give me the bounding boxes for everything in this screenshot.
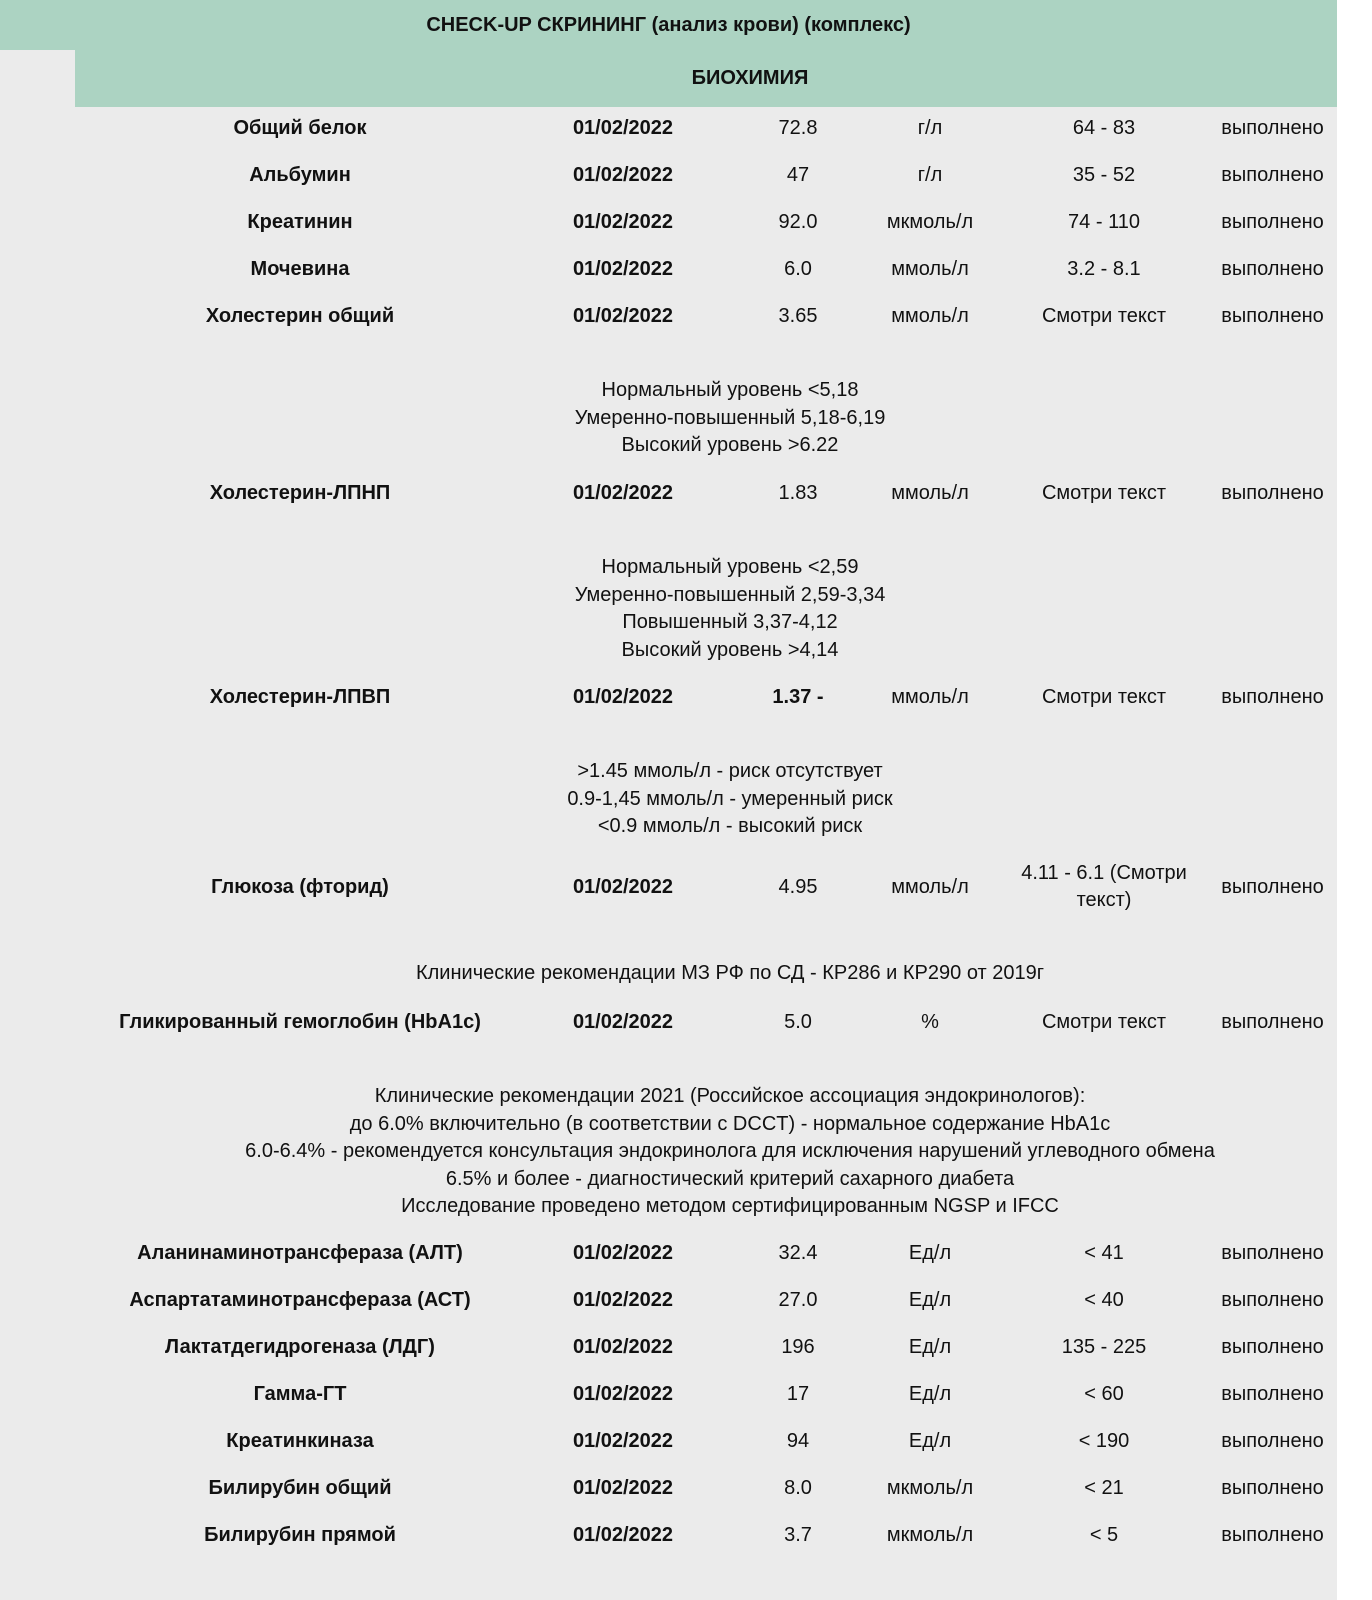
- table-row: [0, 155, 1337, 195]
- test-status: выполнено: [1221, 1335, 1324, 1358]
- test-date: 01/02/2022: [572, 1382, 674, 1405]
- test-unit: г/л: [917, 116, 943, 139]
- test-name: Альбумин: [249, 163, 351, 186]
- test-status: выполнено: [1221, 1523, 1324, 1546]
- test-reference: [1008, 857, 1200, 917]
- test-name: Глюкоза (фторид): [211, 875, 389, 898]
- test-date: 01/02/2022: [572, 1523, 674, 1546]
- test-name: Гамма-ГТ: [253, 1382, 347, 1405]
- test-status: выполнено: [1221, 163, 1324, 186]
- hba1c-note: [75, 1083, 1372, 1221]
- table-row: [0, 202, 1337, 242]
- test-unit: ммоль/л: [891, 257, 969, 280]
- note-line: 6.0-6.4% - рекомендуется консультация эндокринолога для исключения нарушений углеводного обмена: [245, 1140, 1215, 1162]
- test-name: Билирубин общий: [208, 1476, 392, 1499]
- report-title-bar: [0, 0, 1337, 50]
- test-unit: %: [921, 1010, 939, 1033]
- section-header-bar: [75, 50, 1337, 107]
- test-date: 01/02/2022: [572, 163, 674, 186]
- test-date: 01/02/2022: [572, 1335, 674, 1358]
- reference-line: текст): [1076, 889, 1132, 911]
- test-date: 01/02/2022: [572, 1288, 674, 1311]
- test-date: 01/02/2022: [572, 304, 674, 327]
- note-line: Повышенный 3,37-4,12: [622, 611, 838, 633]
- note-line: <0.9 ммоль/л - высокий риск: [597, 815, 863, 837]
- test-reference: Смотри текст: [1041, 481, 1167, 504]
- table-row: [0, 1233, 1337, 1273]
- test-unit: ммоль/л: [891, 685, 969, 708]
- test-name: Лактатдегидрогеназа (ЛДГ): [165, 1335, 435, 1358]
- test-value: 196: [781, 1335, 815, 1358]
- test-value: 3.7: [784, 1523, 812, 1546]
- note-line: >1.45 ммоль/л - риск отсутствует: [577, 760, 883, 782]
- table-row: [0, 296, 1337, 336]
- test-status: выполнено: [1221, 1010, 1324, 1033]
- reference-line: 4.11 - 6.1 (Смотри: [1021, 862, 1187, 884]
- test-name: Креатинин: [247, 210, 353, 233]
- test-name: Мочевина: [250, 257, 350, 280]
- test-reference: < 21: [1084, 1476, 1124, 1499]
- test-reference: 64 - 83: [1072, 116, 1136, 139]
- note-line: Клинические рекомендации 2021 (Российское ассоциация эндокринологов):: [374, 1085, 1086, 1107]
- test-status: выполнено: [1221, 685, 1324, 708]
- test-unit: Ед/л: [908, 1335, 952, 1358]
- test-value: 32.4: [778, 1241, 818, 1264]
- note-line: Умеренно-повышенный 5,18-6,19: [574, 406, 886, 429]
- test-unit: ммоль/л: [891, 875, 969, 898]
- test-unit: мкмоль/л: [886, 1523, 974, 1546]
- table-row: [0, 1002, 1337, 1042]
- note-line: 6.5% и более - диагностический критерий сахарного диабета: [445, 1167, 1015, 1190]
- test-value: 27.0: [778, 1288, 818, 1311]
- test-value: 47: [786, 163, 810, 186]
- test-date: 01/02/2022: [572, 1010, 674, 1033]
- test-status: выполнено: [1221, 304, 1324, 327]
- table-row: [0, 473, 1337, 513]
- table-row: [0, 1421, 1337, 1461]
- table-row: [0, 249, 1337, 289]
- note-line: Исследование проведено методом сертифицированным NGSP и IFCC: [401, 1195, 1059, 1217]
- test-reference: 74 - 110: [1068, 210, 1140, 233]
- test-status: выполнено: [1221, 875, 1324, 898]
- note-line: до 6.0% включительно (в соответствии с DCCT) - нормальное содержание HbA1c: [349, 1112, 1111, 1135]
- test-value: 5.0: [784, 1010, 812, 1033]
- test-value: 8.0: [784, 1476, 812, 1499]
- table-row: [0, 857, 1337, 917]
- test-unit: ммоль/л: [891, 481, 969, 504]
- table-row: [0, 1468, 1337, 1508]
- test-reference: Смотри текст: [1041, 304, 1167, 327]
- test-status: выполнено: [1221, 1382, 1324, 1405]
- table-row: [0, 677, 1337, 717]
- test-unit: мкмоль/л: [886, 210, 974, 233]
- note-line: Клинические рекомендации МЗ РФ по СД - КР286 и КР290 от 2019г: [415, 962, 1045, 984]
- test-date: 01/02/2022: [572, 1241, 674, 1264]
- test-status: выполнено: [1221, 1288, 1324, 1311]
- section-title: БИОХИМИЯ: [691, 67, 809, 89]
- test-unit: Ед/л: [908, 1288, 952, 1311]
- test-name: Гликированный гемоглобин (HbA1c): [119, 1010, 481, 1033]
- test-unit: ммоль/л: [891, 304, 969, 327]
- test-value: 17: [786, 1382, 810, 1405]
- test-date: 01/02/2022: [572, 875, 674, 898]
- test-reference: < 190: [1078, 1429, 1130, 1452]
- report-title: CHECK-UP СКРИНИНГ (анализ крови) (комплекс): [426, 13, 911, 36]
- test-date: 01/02/2022: [572, 1476, 674, 1499]
- test-status: выполнено: [1221, 257, 1324, 280]
- test-date: 01/02/2022: [572, 116, 674, 139]
- table-row: [0, 108, 1337, 148]
- note-line: Нормальный уровень <2,59: [601, 556, 859, 578]
- test-value: 4.95: [778, 875, 818, 898]
- test-value: 3.65: [778, 304, 818, 327]
- test-reference: Смотри текст: [1041, 1010, 1167, 1033]
- test-name: Холестерин общий: [205, 304, 395, 327]
- test-unit: мкмоль/л: [886, 1476, 974, 1499]
- test-reference: 135 - 225: [1061, 1335, 1147, 1358]
- test-reference: 3.2 - 8.1: [1067, 257, 1141, 280]
- table-row: [0, 1280, 1337, 1320]
- test-value: 92.0: [778, 210, 818, 233]
- note-line: Умеренно-повышенный 2,59-3,34: [574, 583, 886, 606]
- note-line: Нормальный уровень <5,18: [601, 379, 859, 401]
- test-status: выполнено: [1221, 116, 1324, 139]
- test-date: 01/02/2022: [572, 1429, 674, 1452]
- test-name: Холестерин-ЛПВП: [209, 685, 391, 708]
- cholesterol-total-note: [75, 377, 1372, 460]
- table-row: [0, 1374, 1337, 1414]
- test-unit: Ед/л: [908, 1241, 952, 1264]
- test-status: выполнено: [1221, 1241, 1324, 1264]
- test-date: 01/02/2022: [572, 210, 674, 233]
- test-status: выполнено: [1221, 1429, 1324, 1452]
- test-date: 01/02/2022: [572, 257, 674, 280]
- test-name: Холестерин-ЛПНП: [209, 481, 391, 504]
- test-reference: Смотри текст: [1041, 685, 1167, 708]
- ldl-note: [75, 554, 1372, 664]
- test-value: 72.8: [778, 116, 818, 139]
- test-name: Аспартатаминотрансфераза (АСТ): [129, 1288, 471, 1311]
- test-reference: < 60: [1084, 1382, 1124, 1405]
- table-row: [0, 1515, 1337, 1555]
- test-reference: 35 - 52: [1072, 163, 1136, 186]
- test-name: Аланинаминотрансфераза (АЛТ): [137, 1241, 463, 1264]
- test-reference: < 40: [1084, 1288, 1124, 1311]
- note-line: Высокий уровень >6.22: [621, 434, 839, 456]
- test-date: 01/02/2022: [572, 481, 674, 504]
- note-line: Высокий уровень >4,14: [621, 638, 839, 661]
- test-value: 1.83: [778, 481, 818, 504]
- test-value: 6.0: [784, 257, 812, 280]
- test-status: выполнено: [1221, 481, 1324, 504]
- test-name: Креатинкиназа: [226, 1429, 374, 1452]
- test-status: выполнено: [1221, 210, 1324, 233]
- test-unit: Ед/л: [908, 1429, 952, 1452]
- test-status: выполнено: [1221, 1476, 1324, 1499]
- glucose-note: [75, 960, 1372, 988]
- table-row: [0, 1327, 1337, 1367]
- test-value: 94: [786, 1429, 810, 1452]
- hdl-note: [75, 758, 1372, 841]
- test-date: 01/02/2022: [572, 685, 674, 708]
- test-name: Общий белок: [233, 116, 367, 139]
- test-unit: Ед/л: [908, 1382, 952, 1405]
- test-name: Билирубин прямой: [204, 1523, 396, 1546]
- note-line: 0.9-1,45 ммоль/л - умеренный риск: [567, 787, 893, 810]
- test-reference: < 5: [1089, 1523, 1119, 1546]
- test-value-flagged: 1.37 -: [772, 685, 824, 708]
- test-unit: г/л: [917, 163, 943, 186]
- test-reference: < 41: [1084, 1241, 1124, 1264]
